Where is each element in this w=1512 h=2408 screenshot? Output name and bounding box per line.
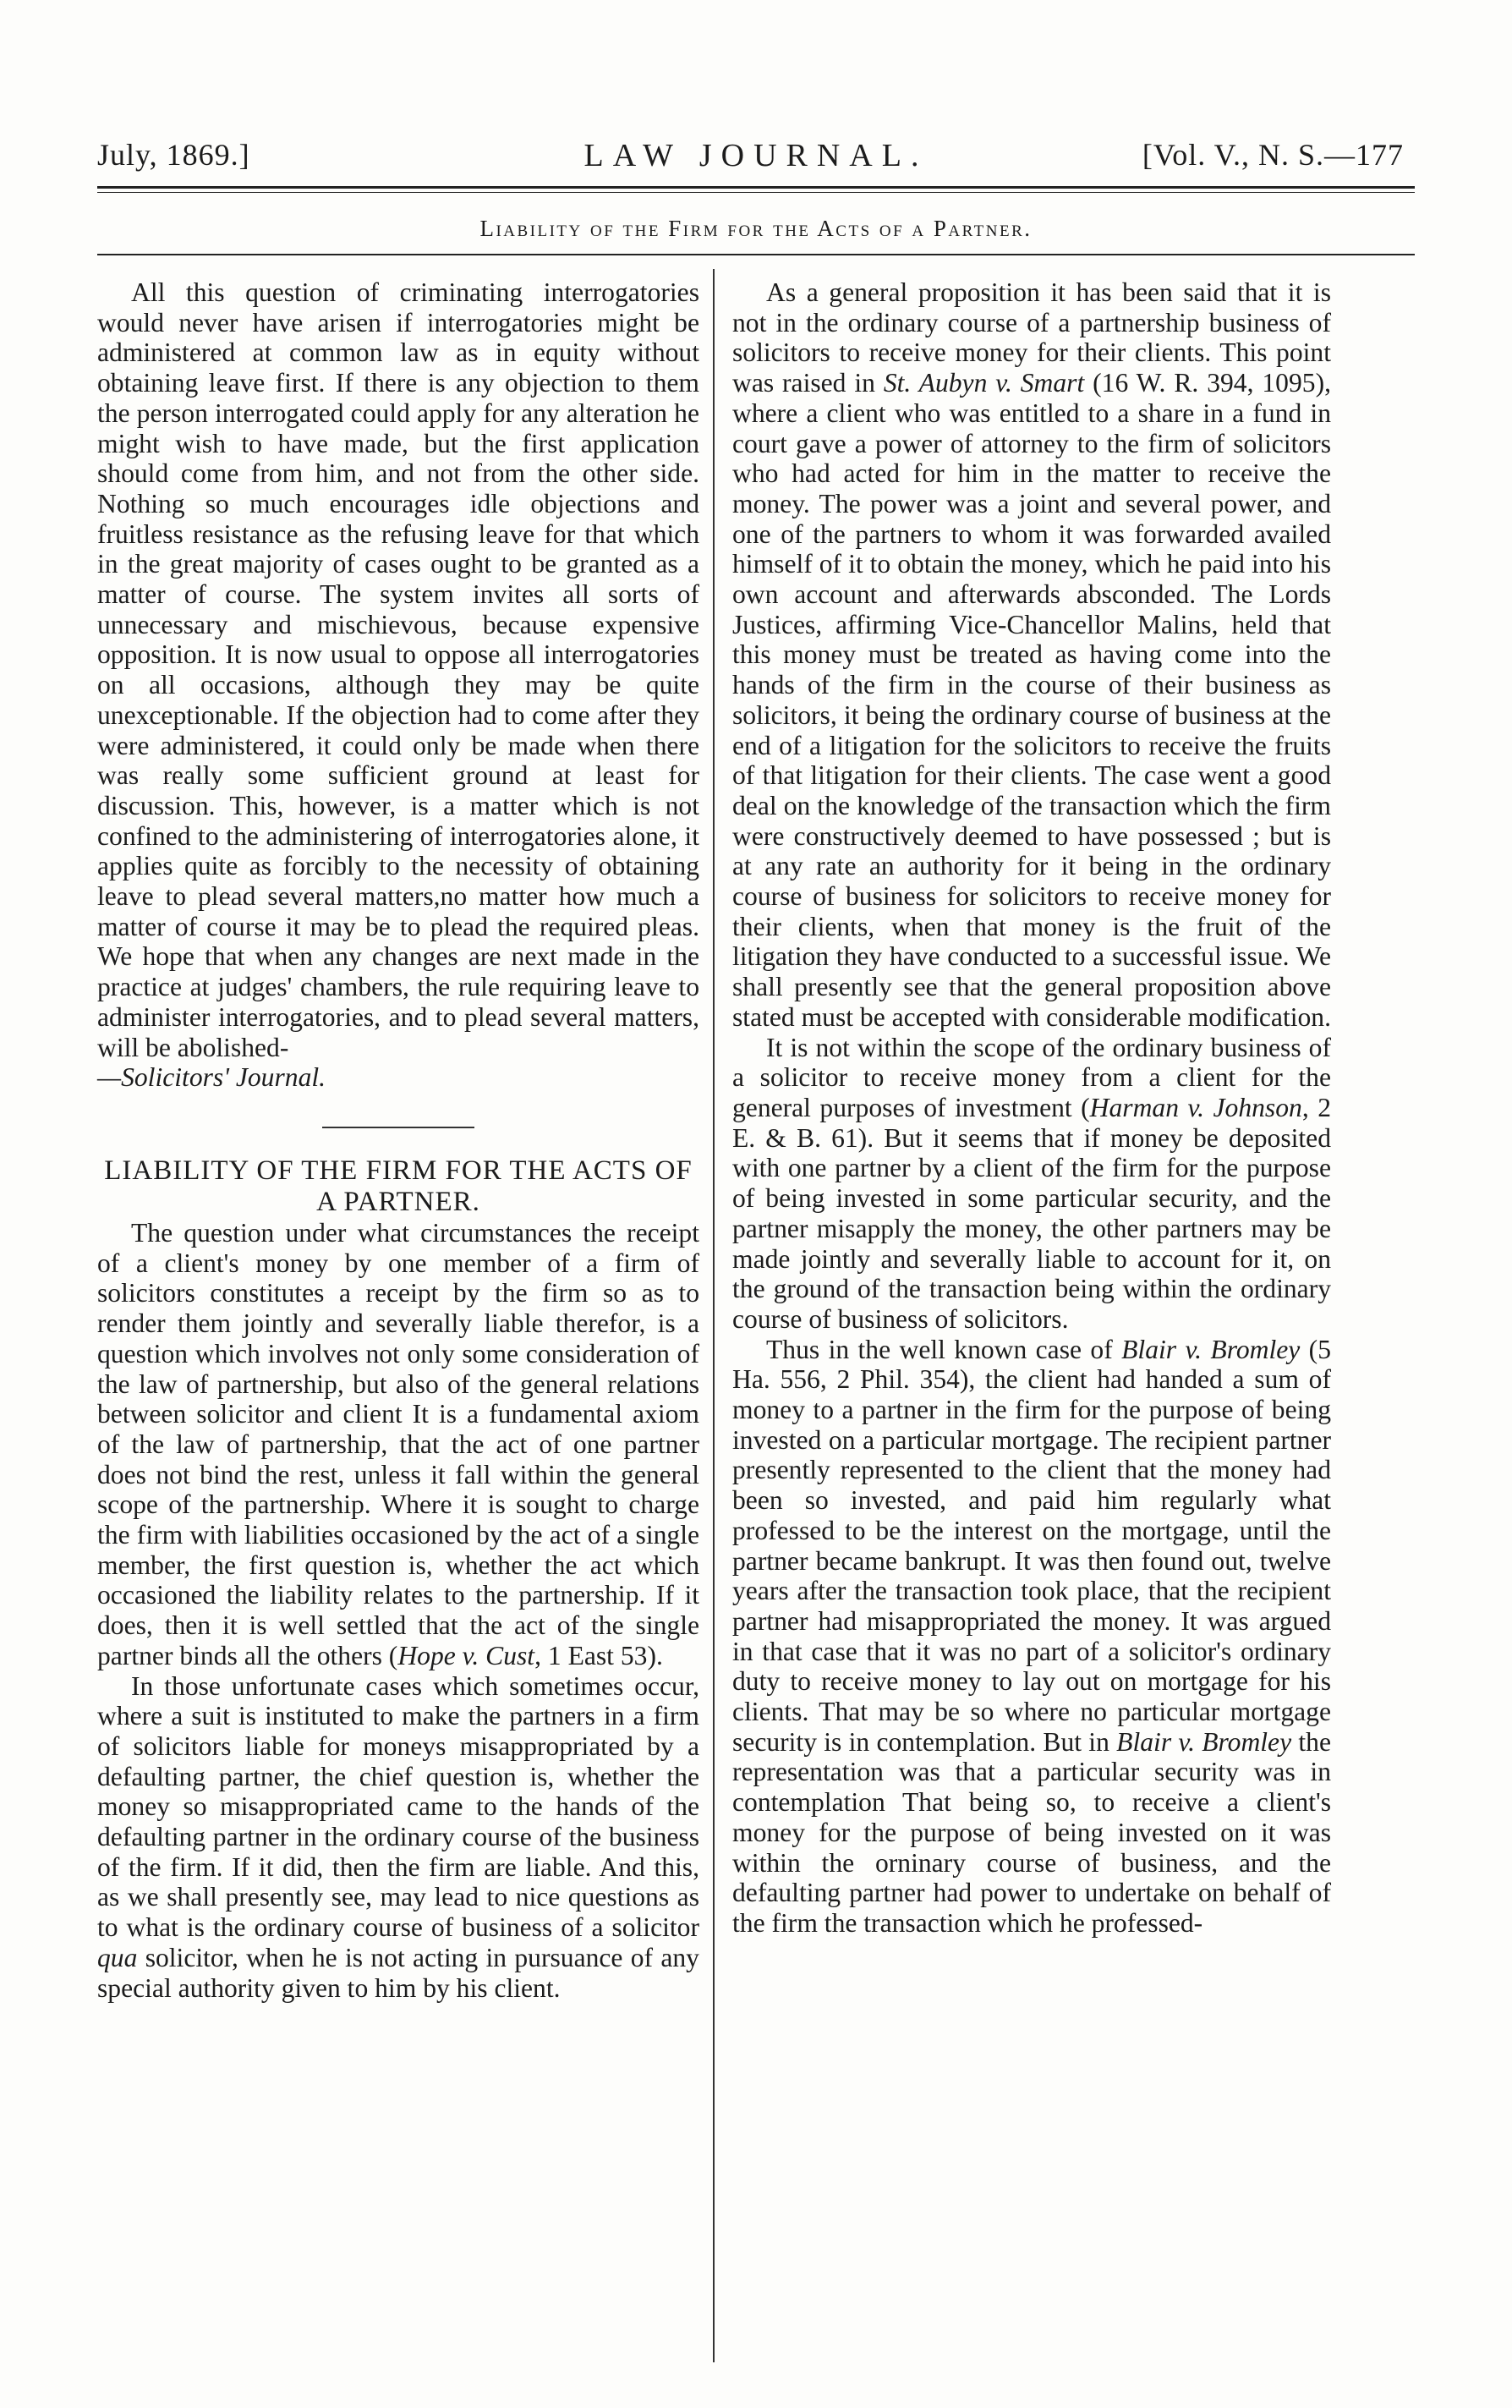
header-rule-thin [97, 192, 1415, 193]
paragraph-scope: It is not within the scope of the ordinary business of a solicitor to receive money from a client for the general purposes of investment (Harman v. Johnson, 2 E. & B. 61). But it seems that if money be deposited with one partner by a client of the firm for the purpose of being invested in some particular security, and the partner misapply the money, the other partners may be made jointly and severally liable to account for it, on the ground of the transaction being within the ordinary course of business of solicitors. [732, 1032, 1331, 1334]
latin-term: qua [97, 1942, 138, 1972]
paragraph-general-proposition: As a general proposition it has been said that it is not in the ordinary course of a partnership business of solicitors to receive money for their clients. This point was raised in St. Aubyn v. Smart (16 W. R. 394, 1095), where a client who was entitled to a share in a fund in court gave a power of attorney to the firm of solicitors who had acted for him in the matter to receive the money. The power was a joint and several power, and one of the partners to whom it was forwarded availed himself of it to obtain the money, which he paid into his own account and afterwards absconded. The Lords Justices, affirming Vice-Chancellor Malins, held that this money must be treated as having come into the hands of the firm in the course of their business as solicitors, it being the ordinary course of business at the end of a litigation for the solicitors to receive the fruits of that litigation for their clients. The case went a good deal on the knowledge of the transaction which the firm were constructively deemed to have possessed ; but is at any rate an authority for it being in the ordinary course of business for solicitors to receive money for their clients, when that money is the fruit of the litigation they have conducted to a successful issue. We shall presently see that the general proposition above stated must be accepted with considerable modification. [732, 277, 1331, 1032]
case-citation: Blair v. Bromley [1121, 1334, 1301, 1364]
paragraph-blair-bromley: Thus in the well known case of Blair v. Bromley (5 Ha. 556, 2 Phil. 354), the client had handed a sum of money to a partner in the firm for the purpose of being invested on a particular mortgage. The recipient partner presently represented to the client that the money had been so invested, and paid him regularly what professed to be the interest on the mortgage, until the partner became bankrupt. It was then found out, twelve years after the transaction took place, that the recipient partner had misappropriated the money. It was argued in that case that it was no part of a solicitor's ordinary duty to receive money to lay out on mortgage for his clients. That may be so where no particular mortgage security is in contemplation. But in Blair v. Bromley the representation was that a particular security was in contemplation That being so, to receive a client's money for the purpose of being invested on it was within the orninary course of business, and the defaulting partner had power to undertake on behalf of the firm the transaction which he professed- [732, 1334, 1331, 1938]
paragraph-interrogatories: All this question of criminating interrogatories would never have arisen if interrogatories might be administered at common law as in equity without obtaining leave first. If there is any objection to them the person interrogated could apply for any alteration he might wish to have made, but the first application should come from him, and not from the other side. Nothing so much encourages idle objections and fruitless resistance as the refusing leave for that which in the great majority of cases ought to be granted as a matter of course. The system invites all sorts of unnecessary and mischievous, because expensive opposition. It is now usual to oppose all interrogatories on all occasions, although they may be quite unexceptionable. If the objection had to come after they were administered, it could only be made when there was really some sufficient ground at least for discussion. This, however, is a matter which is not confined to the administering of interrogatories alone, it applies quite as forcibly to the necessity of obtaining leave to plead several matters,no matter how much a matter of course it may be to plead the required pleas. We hope that when any changes are next made in the practice at judges' chambers, the rule requiring leave to administer interrogatories, and to plead several matters, will be abolished- —Solicitors' Journal. [97, 277, 699, 1093]
case-citation: St. Aubyn v. Smart [883, 368, 1085, 398]
section-separator [322, 1127, 474, 1128]
header-rule [97, 186, 1415, 189]
article-heading: LIABILITY OF THE FIRM FOR THE ACTS OF A PARTNER. [104, 1155, 693, 1217]
running-title-rule [97, 254, 1415, 255]
paragraph-question: The question under what circumstances the receipt of a client's money by one member of a firm of solicitors constitutes a receipt by the firm so as to render them jointly and severally liable therefor, is a question which involves not only some consideration of the law of partnership, but also of the general relations between solicitor and client It is a fundamental axiom of the law of partnership, that the act of one partner does not bind the rest, unless it fall within the general scope of the partnership. Where it is sought to charge the firm with liabilities occasioned by the act of a single member, the first question is, whether the act which occasioned the liability relates to the partnership. If it does, then it is well settled that the act of the single partner binds all the others (Hope v. Cust, 1 East 53). [97, 1217, 699, 1670]
right-column [732, 277, 1331, 1939]
case-citation: Hope v. Cust [397, 1640, 535, 1670]
journal-title: LAW JOURNAL. [583, 138, 929, 173]
left-column [97, 277, 699, 2003]
case-citation: Blair v. Bromley [1116, 1726, 1292, 1757]
source-credit: —Solicitors' Journal. [97, 1062, 326, 1093]
case-citation: Harman v. Johnson [1089, 1092, 1302, 1122]
header-date: July, 1869.] [97, 138, 250, 172]
column-divider [713, 269, 715, 2362]
header-volume-page: [Vol. V., N. S.—177 [1142, 138, 1404, 172]
paragraph-unfortunate-cases: In those unfortunate cases which sometimes occur, where a suit is instituted to make the partners in a firm of solicitors liable for moneys misappropriated by a defaulting partner, the chief question is, whether the money so misappropriated came to the hands of the defaulting partner in the ordinary course of the business of the firm. If it did, then the firm are liable. And this, as we shall presently see, may lead to nice questions as to what is the ordinary course of business of a solicitor qua solicitor, when he is not acting in pursuance of any special authority given to him by his client. [97, 1670, 699, 2003]
running-title: Liability of the Firm for the Acts of a Partner. [479, 216, 1033, 241]
